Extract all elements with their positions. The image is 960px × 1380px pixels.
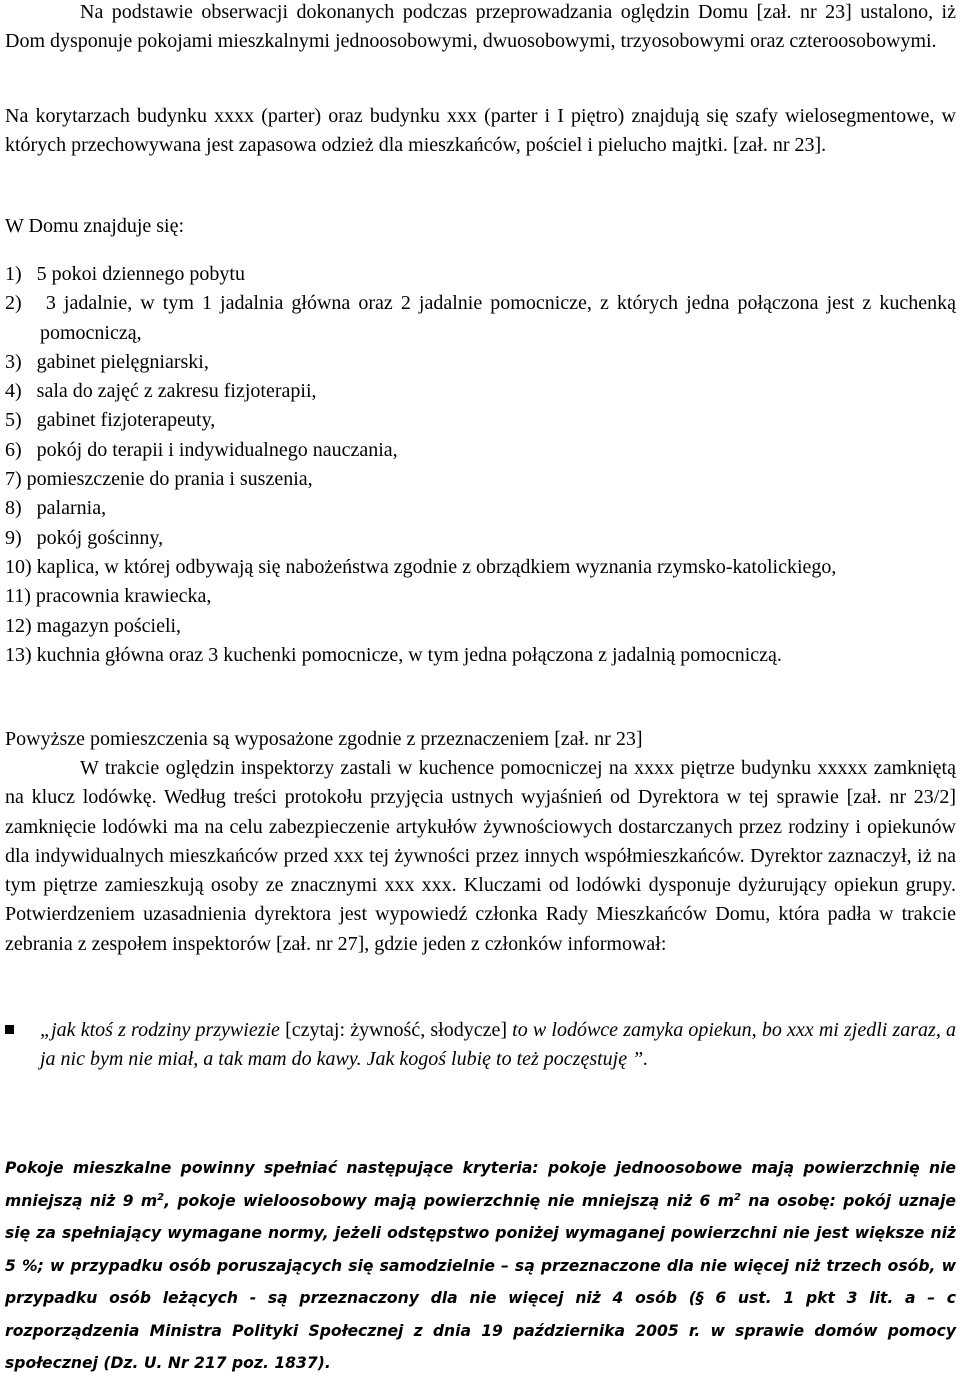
list-item: 7) pomieszczenie do prania i suszenia, — [5, 468, 313, 491]
paragraph-list-intro: W Domu znajduje się: — [5, 215, 185, 237]
list-item: 2) 3 jadalnie, w tym 1 jadalnia główna oraz 2 jadalnie pomocnicze, z których jedna połączona jest z kuchenką pomocniczą, — [5, 292, 956, 344]
criteria-text-1: Pokoje mieszkalne powinny spełniać następujące kryteria: pokoje jednoosobowe mają powierzchnię nie mniejszą niż 9 m — [5, 1159, 956, 1210]
list-item: 8) palarnia, — [5, 497, 107, 520]
superscript-2: 2 — [733, 1191, 741, 1203]
quote-part-2: [czytaj: żywność, słodycze] — [279, 1019, 513, 1041]
list-item: 1) 5 pokoi dziennego pobytu — [5, 263, 245, 285]
list-item: 12) magazyn pościeli, — [5, 614, 182, 637]
list-item: 9) pokój gościnny, — [5, 526, 164, 549]
rooms-list — [5, 260, 956, 670]
paragraph-equipment: Powyższe pomieszczenia są wyposażone zgodnie z przeznaczeniem [zał. nr 23] — [5, 728, 643, 750]
list-item: 3) gabinet pielęgniarski, — [5, 350, 209, 373]
quote-bullet — [5, 1016, 956, 1075]
paragraph-fridge: W trakcie oględzin inspektorzy zastali w kuchence pomocniczej na xxxx piętrze budynku xxxxx zamkniętą na klucz lodówkę. Według treści protokołu przyjęcia ustnych wyjaśnień od Dyrektora w tej sprawie [zał. nr 23/2] zamknięcie lodówki ma na celu zabezpieczenie artykułów żywnościowych dostarczanych przez rodziny i opiekunów dla indywidualnych mieszkańców przed xxx tej żywności przez innych współmieszkańców. Dyrektor zaznaczył, iż na tym piętrze zamieszkują osoby ze znacznymi xxx xxx. Kluczami od lodówki dysponuje dyżurujący opiekun grupy. Potwierdzeniem uzasadnienia dyrektora jest wypowiedź członka Rady Mieszkańców Domu, która padła w trakcie zebrania z zespołem inspektorów [zał. nr 27], gdzie jeden z członków informował: — [5, 757, 956, 955]
bullet-square-icon — [5, 1025, 14, 1034]
quote-part-1: „jak ktoś z rodziny przywiezie — [40, 1019, 280, 1041]
criteria-note — [5, 1152, 956, 1380]
list-item: 5) gabinet fizjoterapeuty, — [5, 409, 216, 432]
criteria-text-3: na osobę: pokój uznaje się za spełniający wymagane normy, jeżeli odstępstwo poniżej wymaganej powierzchni nie jest większe niż 5 %; w przypadku osób poruszających się samodzielnie – są przeznaczone dla nie więcej niż trzech osób, w przypadku osób leżących - są przeznaczony dla nie więcej niż 4 osób (§ 6 ust. 1 pkt 3 lit. a – c rozporządzenia Ministra Polityki Społecznej z dnia 19 października 2005 r. w sprawie domów pomocy społecznej (Dz. U. Nr 217 poz. 1837). — [5, 1191, 956, 1372]
superscript-2: 2 — [157, 1191, 165, 1203]
quote-part-3: to w lodówce zamyka opiekun, bo xxx mi zjedli zaraz, a ja nic bym nie miał, a tak mam do kawy. Jak kogoś lubię to też poczęstuję ”. — [40, 1019, 956, 1071]
list-item: 6) pokój do terapii i indywidualnego nauczania, — [5, 438, 398, 461]
list-item: 11) pracownia krawiecka, — [5, 585, 212, 608]
paragraph-corridors: Na korytarzach budynku xxxx (parter) oraz budynku xxx (parter i I piętro) znajdują się szafy wielosegmentowe, w których przechowywana jest zapasowa odzież dla mieszkańców, pościel i pielucho majtki. [zał. nr 23]. — [5, 105, 956, 157]
list-item: 4) sala do zajęć z zakresu fizjoterapii, — [5, 380, 317, 403]
list-item: 10) kaplica, w której odbywają się nabożeństwa zgodnie z obrządkiem wyznania rzymsko-katolickiego, — [5, 555, 837, 578]
list-item: 13) kuchnia główna oraz 3 kuchenki pomocnicze, w tym jedna połączona z jadalnią pomocniczą. — [5, 643, 782, 666]
criteria-text-2: , pokoje wieloosobowy mają powierzchnię nie mniejszą niż 6 m — [164, 1191, 734, 1210]
paragraph-rooms-types: Na podstawie obserwacji dokonanych podczas przeprowadzania oględzin Domu [zał. nr 23] ustalono, iż Dom dysponuje pokojami mieszkalnymi jednoosobowymi, dwuosobowymi, trzyosobowymi oraz czteroosobowymi. — [5, 1, 956, 53]
